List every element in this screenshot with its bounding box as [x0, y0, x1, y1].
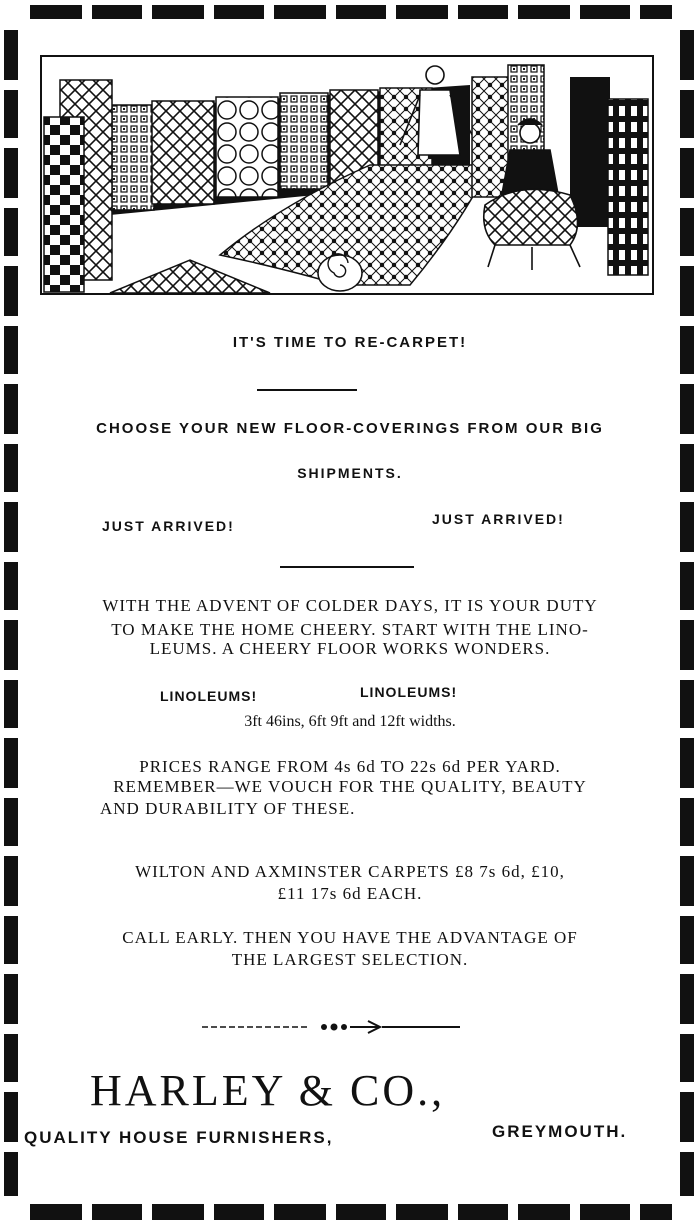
prices-line-2: REMEMBER—WE VOUCH FOR THE QUALITY, BEAUTY [113, 777, 587, 796]
advent-line-3: LEUMS. A CHEERY FLOOR WORKS WONDERS. [149, 639, 551, 658]
tagline-right: GREYMOUTH. [492, 1122, 628, 1141]
left-border [0, 0, 26, 1225]
headline: IT'S TIME TO RE-CARPET! [232, 334, 468, 351]
bottom-border [0, 1200, 700, 1225]
carpets-line-1: WILTON AND AXMINSTER CARPETS £8 7s 6d, £10, [135, 862, 565, 881]
divider-rule [280, 566, 414, 568]
right-border [674, 0, 700, 1225]
carpet-shop-illustration [40, 55, 654, 295]
prices-line-1: PRICES RANGE FROM 4s 6d TO 22s 6d PER YARD. [139, 757, 561, 776]
tagline-left: QUALITY HOUSE FURNISHERS, [24, 1128, 334, 1147]
choose-line-2: SHIPMENTS. [297, 465, 403, 481]
prices-line-3: AND DURABILITY OF THESE. [100, 799, 356, 818]
linoleum-widths: 3ft 46ins, 6ft 9ft and 12ft widths. [244, 713, 456, 730]
linoleums-right: LINOLEUMS! [360, 684, 458, 700]
call-line-2: THE LARGEST SELECTION. [231, 950, 469, 969]
advent-line-1: WITH THE ADVENT OF COLDER DAYS, IT IS YOUR DUTY [102, 596, 598, 615]
divider-rule [257, 389, 357, 391]
just-arrived-left: JUST ARRIVED! [102, 518, 235, 534]
choose-line-1: CHOOSE YOUR NEW FLOOR-COVERINGS FROM OUR BIG [96, 420, 604, 437]
advent-line-2: TO MAKE THE HOME CHEERY. START WITH THE LINO- [111, 620, 589, 639]
call-line-1: CALL EARLY. THEN YOU HAVE THE ADVANTAGE OF [122, 928, 578, 947]
linoleums-left: LINOLEUMS! [160, 688, 258, 704]
ornamental-rule [200, 1018, 462, 1036]
firm-name: HARLEY & CO., [90, 1066, 446, 1115]
carpets-line-2: £11 17s 6d EACH. [277, 884, 423, 903]
just-arrived-right: JUST ARRIVED! [432, 511, 565, 527]
top-border [0, 0, 700, 22]
